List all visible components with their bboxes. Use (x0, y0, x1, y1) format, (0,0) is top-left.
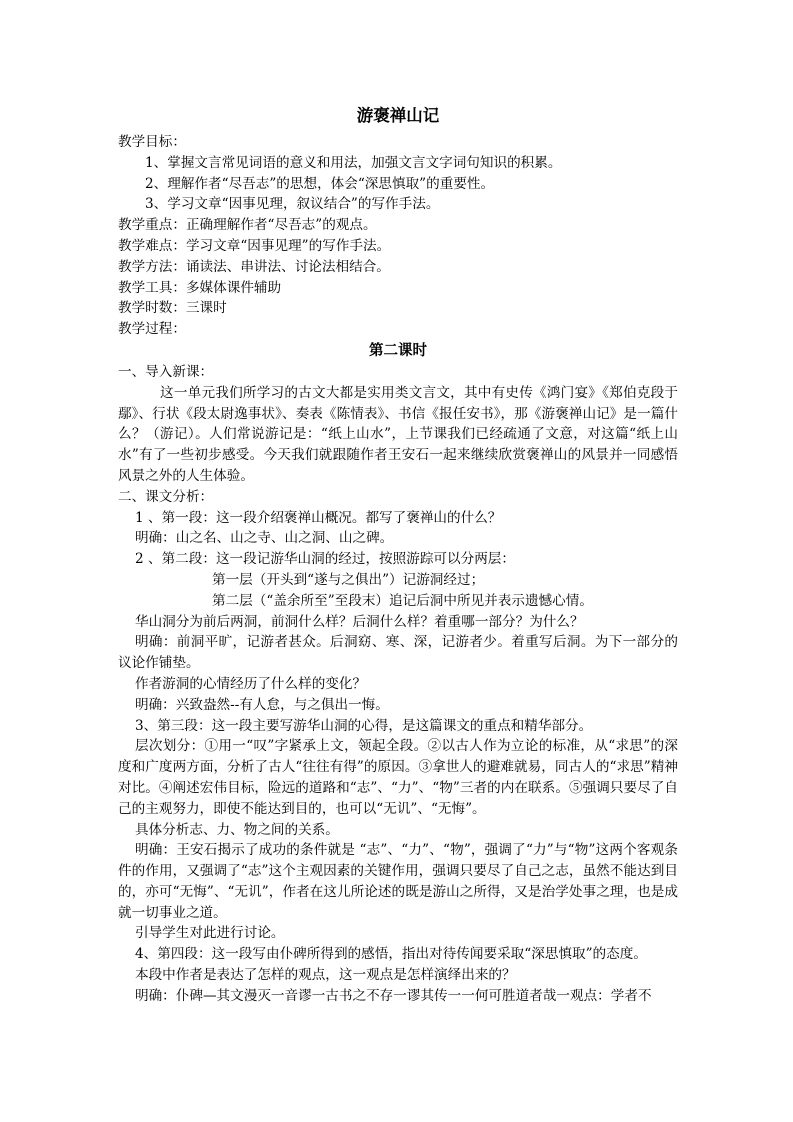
goal-item: 2、理解作者“尽吾志”的思想，体会“深思慎取”的重要性。 (145, 175, 495, 192)
difficult-point: 教学难点：学习文章“因事见理”的写作手法。 (118, 237, 391, 254)
segment-answer: 明确：兴致盎然--有人怠，与之俱出一悔。 (135, 696, 389, 713)
key-point: 教学重点：正确理解作者“尽吾志”的观点。 (118, 217, 377, 234)
segment-question: 4、第四段：这一段写由仆碑所得到的感悟，指出对待传闻要采取“深思慎取”的态度。 (135, 946, 647, 963)
segment-question: 具体分析志、力、物之间的关系。 (135, 821, 339, 838)
segment-layer: 第一层（开头到“遂与之俱出”）记游洞经过； (212, 571, 485, 588)
lesson-title: 第二课时 (369, 341, 427, 359)
teaching-goals-label: 教学目标： (118, 134, 186, 150)
segment-question: 华山洞分为前后两洞，前洞什么样？后洞什么样？着重哪一部分？为什么？ (135, 613, 584, 630)
section-heading: 二、课文分析： (118, 488, 214, 505)
intro-paragraph: 这一单元我们所学习的古文大都是实用类文言文，其中有史传《鸿门宴》《郑伯克段于鄢》、行状《段太尉逸事状》、奏表《陈情表》、书信《报任安书》，那《游褒禅山记》是一篇什么？（游记）。人们常说游记是：“纸上山水”，上节课我们已经疏通了文意，对这篇“纸上山水”有了一些初步感受。今天我们就跟随作者王安石一起来继续欣赏褒禅山的风景并一同感悟风景之外的人生体验。 (118, 384, 678, 484)
document-page (118, 104, 678, 1007)
goal-item: 1、掌握文言常见词语的意义和用法，加强文言文字词句知识的积累。 (145, 154, 562, 171)
segment-answer: 明确：仆碑—其文漫灭一音谬一古书之不存一谬其传一一何可胜道者哉一观点：学者不 (135, 987, 652, 1004)
segment-question: 作者游洞的心情经历了什么样的变化？ (135, 675, 367, 692)
teaching-process: 教学过程： (118, 321, 186, 338)
goal-item: 3、学习文章“因事见理，叙议结合”的写作手法。 (145, 196, 440, 213)
guide-note: 引导学生对此进行讨论。 (135, 925, 285, 942)
document-title: 游褒禅山记 (356, 106, 440, 125)
section-heading: 一、导入新课： (118, 363, 214, 380)
segment-question: 2 、第二段：这一段记游华山洞的经过，按照游踪可以分两层： (135, 551, 515, 568)
segment-layers: 层次划分：①用一“叹”字紧承上文，领起全段。②以古人作为立论的标准，从“求思”的深度和广度两方面，分析了古人“往往有得”的原因。③拿世人的避难就易，同古人的“求思”精神对比。④阐述宏伟目标，险远的道路和“志”、“力”、“物”三者的内在联系。⑤强调只要尽了自己的主观努力，即使不能达到目的，也可以“无讥”、“无悔”。 (118, 738, 678, 817)
segment-answer: 明确：前洞平旷，记游者甚众。后洞窈、寒、深，记游者少。着重写后洞。为下一部分的议论作铺垫。 (118, 634, 678, 672)
teaching-methods: 教学方法：诵读法、串讲法、讨论法相结合。 (118, 258, 390, 275)
teaching-tools: 教学工具：多媒体课件辅助 (118, 279, 282, 296)
segment-question: 3、第三段：这一段主要写游华山洞的心得，是这篇课文的重点和精华部分。 (135, 717, 593, 734)
teaching-hours: 教学时数：三课时 (118, 300, 227, 317)
segment-question: 本段中作者是表达了怎样的观点，这一观点是怎样演绎出来的？ (135, 967, 516, 984)
segment-answer: 明确：王安石揭示了成功的条件就是 “志”、“力”、“物”，强调了“力”与“物”这两个客观条件的作用，又强调了“志”这个主观因素的关键作用，强调只要尽了自己之志，虽然不能达到目的，亦可“无悔”、“无讥”，作者在这儿所论述的既是游山之所得，又是治学处事之理，也是成就一切事业之道。 (118, 842, 678, 921)
segment-layer: 第二层（“盖余所至”至段末）追记后洞中所见并表示遗憾心情。 (212, 592, 593, 609)
segment-answer: 明确：山之名、山之寺、山之洞、山之碑。 (135, 530, 394, 547)
segment-question: 1 、第一段：这一段介绍褒禅山概况。都写了褒禅山的什么？ (135, 509, 502, 526)
